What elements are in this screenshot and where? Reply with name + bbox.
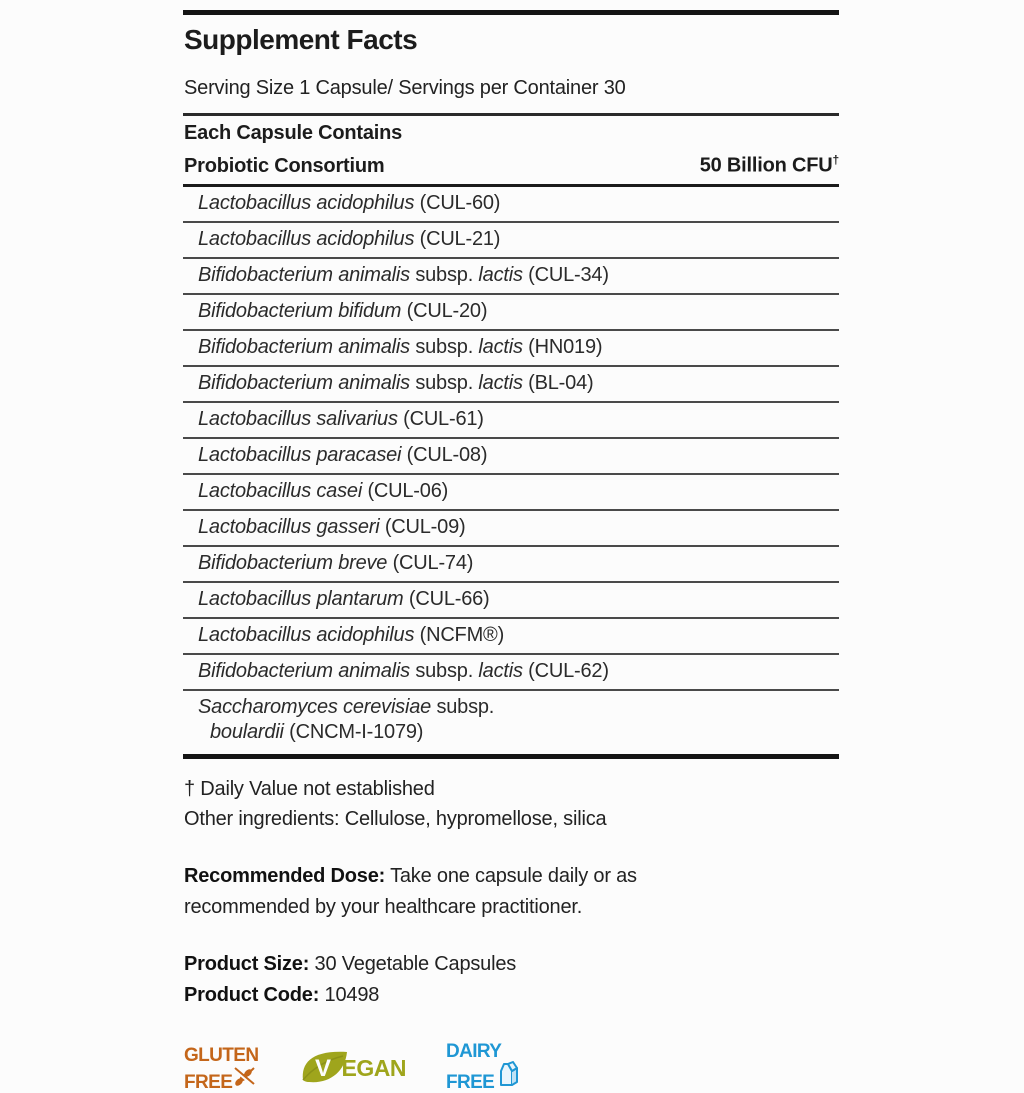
product-info bbox=[184, 949, 839, 1011]
table-row bbox=[183, 547, 839, 583]
species-name: Bifidobacterium animalis bbox=[198, 335, 416, 358]
strain-code: (CUL-60) bbox=[419, 191, 501, 214]
strain-code: subsp. bbox=[415, 371, 479, 394]
ingredient-line bbox=[198, 695, 839, 720]
strain-code: (HN019) bbox=[528, 335, 603, 358]
strain-code: (CUL-34) bbox=[528, 263, 609, 286]
table-row bbox=[183, 223, 839, 259]
table-row bbox=[183, 511, 839, 547]
supplement-facts-panel bbox=[183, 10, 839, 1091]
strain-code: (CUL-06) bbox=[367, 479, 449, 502]
ingredient-line bbox=[198, 551, 839, 576]
strain-code: (CUL-74) bbox=[392, 551, 474, 574]
product-size-label: Product Size: bbox=[184, 952, 310, 975]
svg-text:V: V bbox=[314, 1054, 331, 1082]
table-row bbox=[183, 655, 839, 691]
ingredient-line bbox=[198, 515, 839, 540]
strain-code: (CNCM-I-1079) bbox=[289, 720, 424, 743]
recommended-dose-label: Recommended Dose: bbox=[184, 864, 386, 887]
species-name: Lactobacillus paracasei bbox=[198, 443, 407, 466]
wheat-crossed-icon bbox=[232, 1064, 258, 1091]
probiotic-consortium-label: Probiotic Consortium bbox=[184, 154, 385, 177]
strain-code: (NCFM®) bbox=[419, 623, 505, 646]
table-row bbox=[183, 583, 839, 619]
ingredient-line bbox=[198, 720, 839, 745]
species-name: Lactobacillus gasseri bbox=[198, 515, 385, 538]
other-ingredients-text: Other ingredients: Cellulose, hypromellose, silica bbox=[184, 807, 607, 830]
product-code-value: 10498 bbox=[319, 983, 380, 1006]
species-name: lactis bbox=[478, 371, 529, 394]
strain-code: (CUL-21) bbox=[419, 227, 501, 250]
ingredient-line bbox=[198, 299, 839, 324]
ingredient-line bbox=[198, 479, 839, 504]
recommended-dose-text: Take one capsule daily or as recommended by your healthcare practitioner. bbox=[184, 864, 637, 918]
serving-divider bbox=[183, 113, 839, 116]
vegan-label: EGAN bbox=[341, 1054, 406, 1081]
ingredient-line bbox=[198, 443, 839, 468]
strain-code: (CUL-61) bbox=[403, 407, 484, 430]
recommended-dose bbox=[184, 861, 732, 923]
species-name: Lactobacillus acidophilus bbox=[198, 191, 420, 214]
dairy-free-badge bbox=[445, 1040, 521, 1093]
ingredient-line bbox=[198, 335, 839, 360]
serving-size-text: Serving Size 1 Capsule/ Servings per Container 30 bbox=[184, 77, 626, 99]
species-name: Lactobacillus plantarum bbox=[198, 587, 409, 610]
product-size-value: 30 Vegetable Capsules bbox=[309, 952, 517, 975]
product-code-label: Product Code: bbox=[184, 983, 320, 1006]
table-row bbox=[183, 295, 839, 331]
product-code-row bbox=[184, 980, 839, 1011]
table-header bbox=[184, 120, 839, 180]
strain-code: (CUL-66) bbox=[408, 587, 490, 610]
species-name: Saccharomyces cerevisiae bbox=[198, 695, 437, 718]
strain-code: (CUL-08) bbox=[406, 443, 488, 466]
gluten-free-line2: FREE bbox=[184, 1071, 233, 1093]
strain-code: subsp. bbox=[436, 695, 495, 718]
strain-code: subsp. bbox=[415, 335, 479, 358]
daily-value-footnote: † Daily Value not established bbox=[184, 777, 435, 800]
table-row bbox=[183, 367, 839, 403]
table-row bbox=[183, 691, 839, 759]
species-name: Lactobacillus acidophilus bbox=[198, 227, 420, 250]
strain-code: subsp. bbox=[415, 659, 479, 682]
species-name: Lactobacillus casei bbox=[198, 479, 368, 502]
table-row bbox=[183, 475, 839, 511]
page-title: Supplement Facts bbox=[184, 24, 418, 55]
each-capsule-contains-label: Each Capsule Contains bbox=[184, 122, 403, 144]
ingredient-line bbox=[198, 227, 839, 252]
strain-code: subsp. bbox=[415, 263, 479, 286]
cfu-amount: 50 Billion CFU† bbox=[699, 153, 839, 177]
top-rule bbox=[183, 10, 839, 15]
ingredient-line bbox=[198, 587, 839, 612]
dagger-symbol: † bbox=[832, 153, 839, 167]
milk-carton-icon bbox=[494, 1060, 521, 1091]
footnotes bbox=[184, 774, 839, 834]
table-row bbox=[183, 187, 839, 223]
strain-code: (CUL-20) bbox=[406, 299, 488, 322]
table-row bbox=[183, 331, 839, 367]
species-name: Bifidobacterium bifidum bbox=[198, 299, 407, 322]
species-name: boulardii bbox=[210, 720, 290, 743]
species-name: Lactobacillus salivarius bbox=[198, 407, 404, 430]
table-row bbox=[183, 619, 839, 655]
strain-code: (CUL-09) bbox=[384, 515, 466, 538]
ingredient-line bbox=[198, 623, 839, 648]
gluten-free-line1: GLUTEN bbox=[184, 1044, 259, 1066]
species-name: lactis bbox=[478, 659, 529, 682]
table-row bbox=[183, 439, 839, 475]
species-name: Lactobacillus acidophilus bbox=[198, 623, 420, 646]
table-row bbox=[183, 403, 839, 439]
ingredient-line bbox=[198, 659, 839, 684]
species-name: Bifidobacterium animalis bbox=[198, 659, 416, 682]
ingredient-line bbox=[198, 371, 839, 396]
vegan-badge bbox=[299, 1046, 406, 1091]
species-name: Bifidobacterium animalis bbox=[198, 263, 416, 286]
dairy-free-line1: DAIRY bbox=[445, 1040, 502, 1062]
species-name: lactis bbox=[478, 263, 529, 286]
ingredient-line bbox=[198, 407, 839, 432]
species-name: lactis bbox=[478, 335, 529, 358]
ingredient-list bbox=[183, 187, 839, 759]
gluten-free-badge bbox=[184, 1044, 259, 1093]
strain-code: (BL-04) bbox=[528, 371, 594, 394]
certification-badges bbox=[184, 1033, 839, 1091]
product-size-row bbox=[184, 949, 839, 980]
ingredient-line bbox=[198, 191, 839, 216]
dairy-free-line2: FREE bbox=[445, 1071, 495, 1093]
strain-code: (CUL-62) bbox=[528, 659, 609, 682]
ingredient-line bbox=[198, 263, 839, 288]
species-name: Bifidobacterium animalis bbox=[198, 371, 416, 394]
species-name: Bifidobacterium breve bbox=[198, 551, 393, 574]
table-row bbox=[183, 259, 839, 295]
